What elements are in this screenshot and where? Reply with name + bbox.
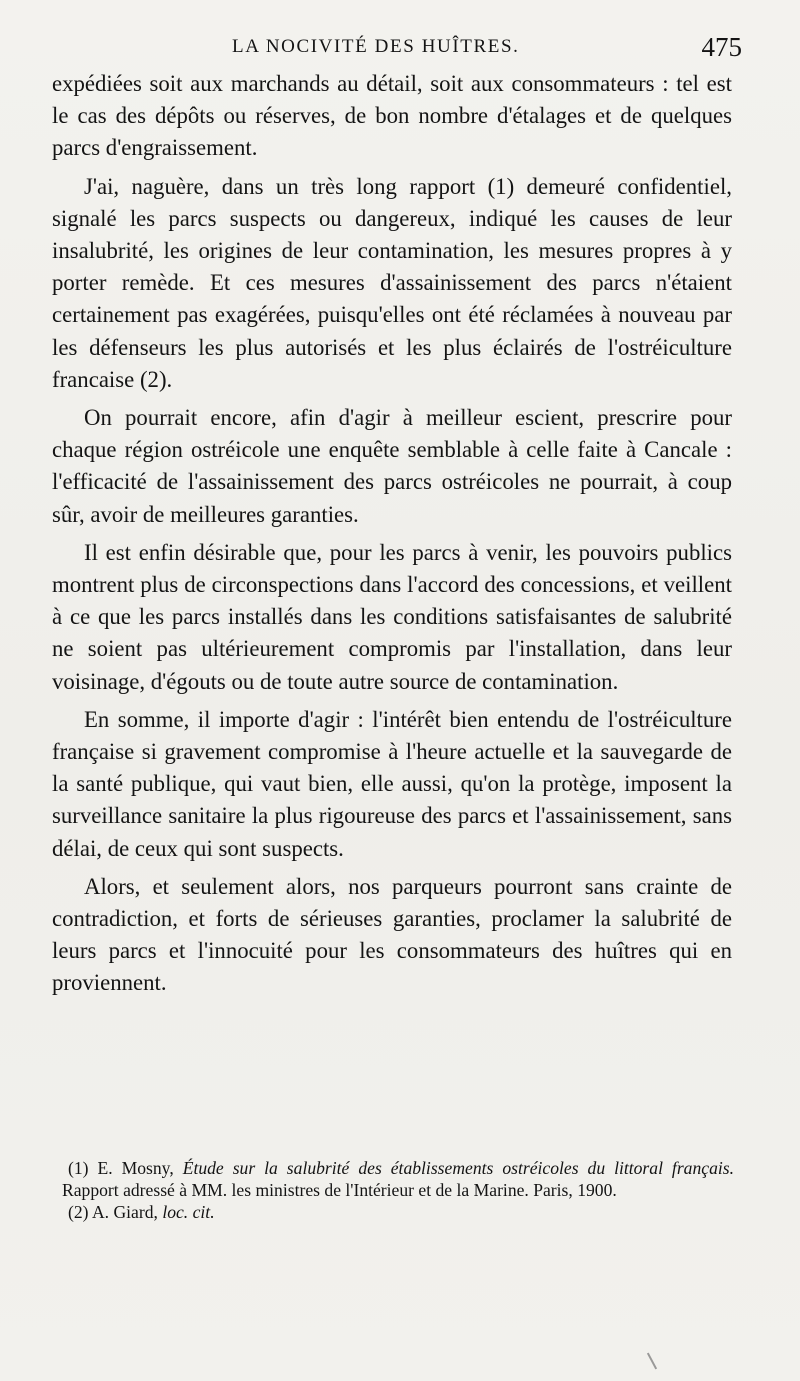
running-title: LA NOCIVITÉ DES HUÎTRES. [232, 36, 520, 57]
footnote-marker: (1) E. Mosny, [68, 1158, 174, 1178]
page-header [58, 32, 742, 62]
paragraph: J'ai, naguère, dans un très long rapport (1) demeuré confidentiel, signalé les parcs suspects ou dangereux, indiqué les causes de leur insalubrité, les origines de leur contamination, les mesures propres à y porter remède. Et ces mesures d'assainissement des parcs n'étaient certainement pas exagérées, puisqu'elles ont été réclamées à nouveau par les défenseurs les plus autorisés et les plus éclairés de l'ostréiculture francaise (2). [52, 173, 732, 392]
paragraph: En somme, il importe d'agir : l'intérêt bien entendu de l'ostréiculture française si gravement compromise à l'heure actuelle et la sauvegarde de la santé publique, qui vaut bien, elle aussi, qu'on la protège, imposent la surveillance sanitaire la plus rigoureuse des parcs et l'assainissement, sans délai, de ceux qui sont suspects. [52, 706, 732, 861]
page-number: 475 [701, 32, 742, 62]
paragraph: Il est enfin désirable que, pour les parcs à venir, les pouvoirs publics montrent plus de circonspections dans l'accord des concessions, et veillent à ce que les parcs installés dans les conditions satisfaisantes de salubrité ne soient pas ultérieurement compromis par l'installation, dans leur voisinage, d'égouts ou de toute autre source de contamination. [52, 539, 732, 694]
paragraph: Alors, et seulement alors, nos parqueurs pourront sans crainte de contradiction, et forts de sérieuses garanties, proclamer la salubrité de leurs parcs et l'innocuité pour les consommateurs des huîtres qui en proviennent. [52, 873, 732, 996]
footnote-title: Étude sur la salubrité des établissements ostréicoles du littoral français. [182, 1158, 734, 1178]
footnote-text: Rapport adressé à MM. les ministres de l'Intérieur et de la Marine. Paris, 1900. [62, 1179, 617, 1200]
footnote-2 [62, 1202, 734, 1224]
footnote-1 [62, 1158, 734, 1201]
paragraph-continued: expédiées soit aux marchands au détail, soit aux consommateurs : tel est le cas des dépôts ou réserves, de bon nombre d'étalages et de quelques parcs d'engraissement. [52, 71, 732, 161]
paragraph: On pourrait encore, afin d'agir à meilleur escient, prescrire pour chaque région ostréicole une enquête semblable à celle faite à Cancale : l'efficacité de l'assainissement des parcs ostréicoles ne pourrait, à coup sûr, avoir de meilleures garanties. [52, 405, 732, 527]
scan-mark [647, 1353, 657, 1370]
footnote-marker: (2) A. Giard, [68, 1202, 158, 1222]
footnotes [62, 1158, 734, 1224]
body-text [52, 68, 732, 1000]
footnote-title: loc. cit. [162, 1202, 215, 1222]
